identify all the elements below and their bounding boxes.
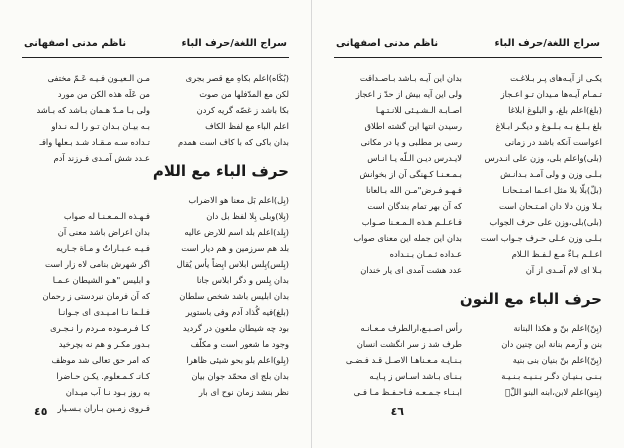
section-heading: حرف الباء مع النون [459,290,602,308]
verse-line: که آن بهر تمام بندگان است [367,201,462,211]
verse-line: فـلـما نـا امـیـدی ای جـوانـا [58,307,150,317]
verse-line: (بلّ)بلّا بلا مثل اعـما امـتـحانـا [502,185,602,195]
right-column [459,70,602,400]
page-number: ٤٦ [390,405,404,418]
verse-line: بود چه شیطان ملعون در گردید [182,323,289,333]
heading-spacer [334,284,462,314]
verse-line: (بلی)بلی،وزن علی حرف الجواب [489,217,602,227]
heading-spacer [22,172,150,202]
verse-line: بـلا وزن دلا دان امـتـحان است [499,201,602,211]
verse-line: ابـنـاء جـمـعـه فـاحـفـظ مـا فـی [353,387,462,397]
verse-line: یکـی از آیـه‌های پـر بـلاغـت [510,73,602,83]
verse-line: (بلغ)اعلم بلغ، و البلوغ ابلاغا [508,105,602,115]
verse-line: (بلی)واعلم بلی، وزن علی انـدرس [484,153,602,163]
verse-line: عـدد شش آمـدی فـرزند آدم [53,153,150,163]
verse-line: اعواست آنکه باشد در زمانی [504,137,602,147]
verse-line: (بِنّ)اعلم بنّ بنیان بنی بنیة [512,355,602,365]
verse-line: اصـابـة الـشـيـئی للانـتـهـا [375,105,462,115]
running-head-title: سراج اللغة/حرف الباء [181,38,287,49]
left-column [334,70,462,400]
verse-line: بنن و آرمم بنانة این چنین دان [501,339,602,349]
left-column [22,70,150,416]
verse-line: مـن الـعيـون فـيـه عَـمّ مختفی [47,73,150,83]
verse-line: و ابلیس "هـو الشیطان عـمـا [52,275,150,285]
verse-line: (بِل)اعلم بَل معنا هو الاضراب [188,195,289,205]
verse-line: فـيـه عـبـاراتٌ و مـاة جـاریه [56,243,150,253]
verse-line: من عَلَه هذه الكن من مورد [57,89,150,99]
header-rule [334,57,602,58]
verse-line: اعلم الباء مع لفظ الکاف [205,121,289,131]
verse-line: ولی این آیه بیش از حدّ ز اعجاز [355,89,462,99]
verse-line: (بُکَاه)اعلم بکاهِ مع قصر بجری [185,73,289,83]
verse-line: فـهـو فـرض"مـن الله بـالعانا [365,185,462,195]
verse-line: (بِلس)بِلس ابلاس ابِضاً یأس یُقال [176,259,289,269]
verse-line: به روز بـود نـا آب میـدان [65,387,150,397]
verse-line: عدد هشت آمدی ای یار خندان [360,265,462,275]
verse-line: كـا فـرمـوده مـردم را نـجـری [50,323,150,333]
verse-line: بـنـای بـاشد اسـاس ز پـایـه [369,371,462,381]
verse-line: بلغ بـلـغ بـه بـلـوغ و دیگـر ابـلاغ [495,121,602,131]
right-column [152,70,289,400]
verse-line: که امر حق تعالی شد موظف [51,355,150,365]
verse-line: فـروی زمـین بـاران بـسـيار [57,403,150,413]
verse-line: بـلـی وزن و ولی آمـد بـدانـش [500,169,602,179]
verse-line: فـهـذه الـمـعـنـا له صواب [63,211,150,221]
left-page-header [24,38,287,54]
verse-line: (بلغ)فيه گُذاد آدم وفی باستویر [185,307,289,317]
verse-line: بدان این جمله این معنای صواب [353,233,462,243]
verse-line: فـاعـلـم هـذه الـمـعـنا صـواب [361,217,462,227]
verse-line: بـه بیـان بـدان تـو را لـه نـداو [51,121,150,131]
verse-line: تـمـام آیـه‌ها مـیدان تـو اعـجاز [500,89,602,99]
verse-line: بدان بِلس و دگر ابلاس جانا [196,275,289,285]
verse-line: بـلا ای لام آمـدی از آن [525,265,602,275]
verse-line: عـداده ثـمـان بـنـداده [389,249,462,259]
verse-line: که آن فرمان نبردستی ز رحمان [42,291,150,301]
verse-line: بدان باکی که با کاف است همدم [178,137,289,147]
verse-line: (بِنو)اعلم لابن،ابنه البنو اللّٰۤ [505,387,602,397]
verse-line: رسیدن انتها این گشته اطلاق [364,121,462,131]
verse-line: بدان این آیـه بـاشد بـاصـداقت [359,73,462,83]
verse-line: تـداده سـه مـقـاد شـد بـعلها وافـ [39,137,150,147]
verse-line: بدان اعراض باشد معنی آن [57,227,150,237]
verse-line: بـدور مکـر و هم نه بچرخید [58,339,150,349]
right-page-header [336,38,600,54]
verse-line: بـنـایـة مـعـناهـا الاصـل قـد فـضـی [345,355,462,365]
running-head-author: ناظم مدنی اصفهانی [24,38,127,49]
verse-line: نظر بنشد زمان نوح ای بار [198,387,289,397]
verse-line: رأس اصـبـع،ارالطرف مـعـانـه [360,323,462,333]
verse-line: (بِلا)وبلی بِلا لفظ بل دان [206,211,289,221]
verse-line: بکا باشد ز غصّه گریه کردن [196,105,289,115]
verse-line: (بِلو)اعلم بلو بحو شیئی ظاهرا [186,355,289,365]
section-heading: حرف الباء مع اللام [152,162,289,180]
verse-line: بـنـی بـنیـان دگـر بـنـیـه بـنـیـة [501,371,602,381]
page-number: ٤٥ [34,405,48,418]
verse-line: طرف شد ز سر انگشت انسان [356,339,462,349]
verse-line: بدان ابلیس باشد شخص سلطان [179,291,289,301]
verse-line: بـمـعـنـا کـهنگی آن از بخوانش [359,169,462,179]
verse-line: لايـدرس ديـن الـلّه يـا انـاس [367,153,462,163]
verse-line: رسی بر مطلبی و یا در مکانی [360,137,462,147]
verse-line: وجود ما شعور است و مکلّف [190,339,289,349]
verse-line: اعـلـم بـاءٌ مـع لـفـظ الـلام [511,249,602,259]
verse-line: کـانـ کـمـعلوم. یکـن حـاضرا [56,371,150,381]
verse-line: بدان بلج ای محمّد جوان بیان [191,371,289,381]
verse-line: بـلـی وزن عـلی حـرف جـواب است [480,233,602,243]
verse-line: اگر شهرش بنامی لاه زار است [44,259,150,269]
running-head-title: سراج اللغة/حرف الباء [494,38,600,49]
verse-line: بلد هم سرزمین و هم دیار است [181,243,289,253]
verse-line: (بِلد)اعلم بلد اسم للارض عاليه [184,227,289,237]
verse-line: ولی بـا مـدّ هـمان بـاشد که بـاشد [36,105,150,115]
running-head-author: ناظم مدنی اصفهانی [336,38,439,49]
verse-line: لکن مع المدّفلها من صوت [199,89,289,99]
header-rule [22,57,289,58]
verse-line: (بِنّ)اعلم بنّ و هكذا البنانة [513,323,602,333]
right-page [312,0,624,448]
